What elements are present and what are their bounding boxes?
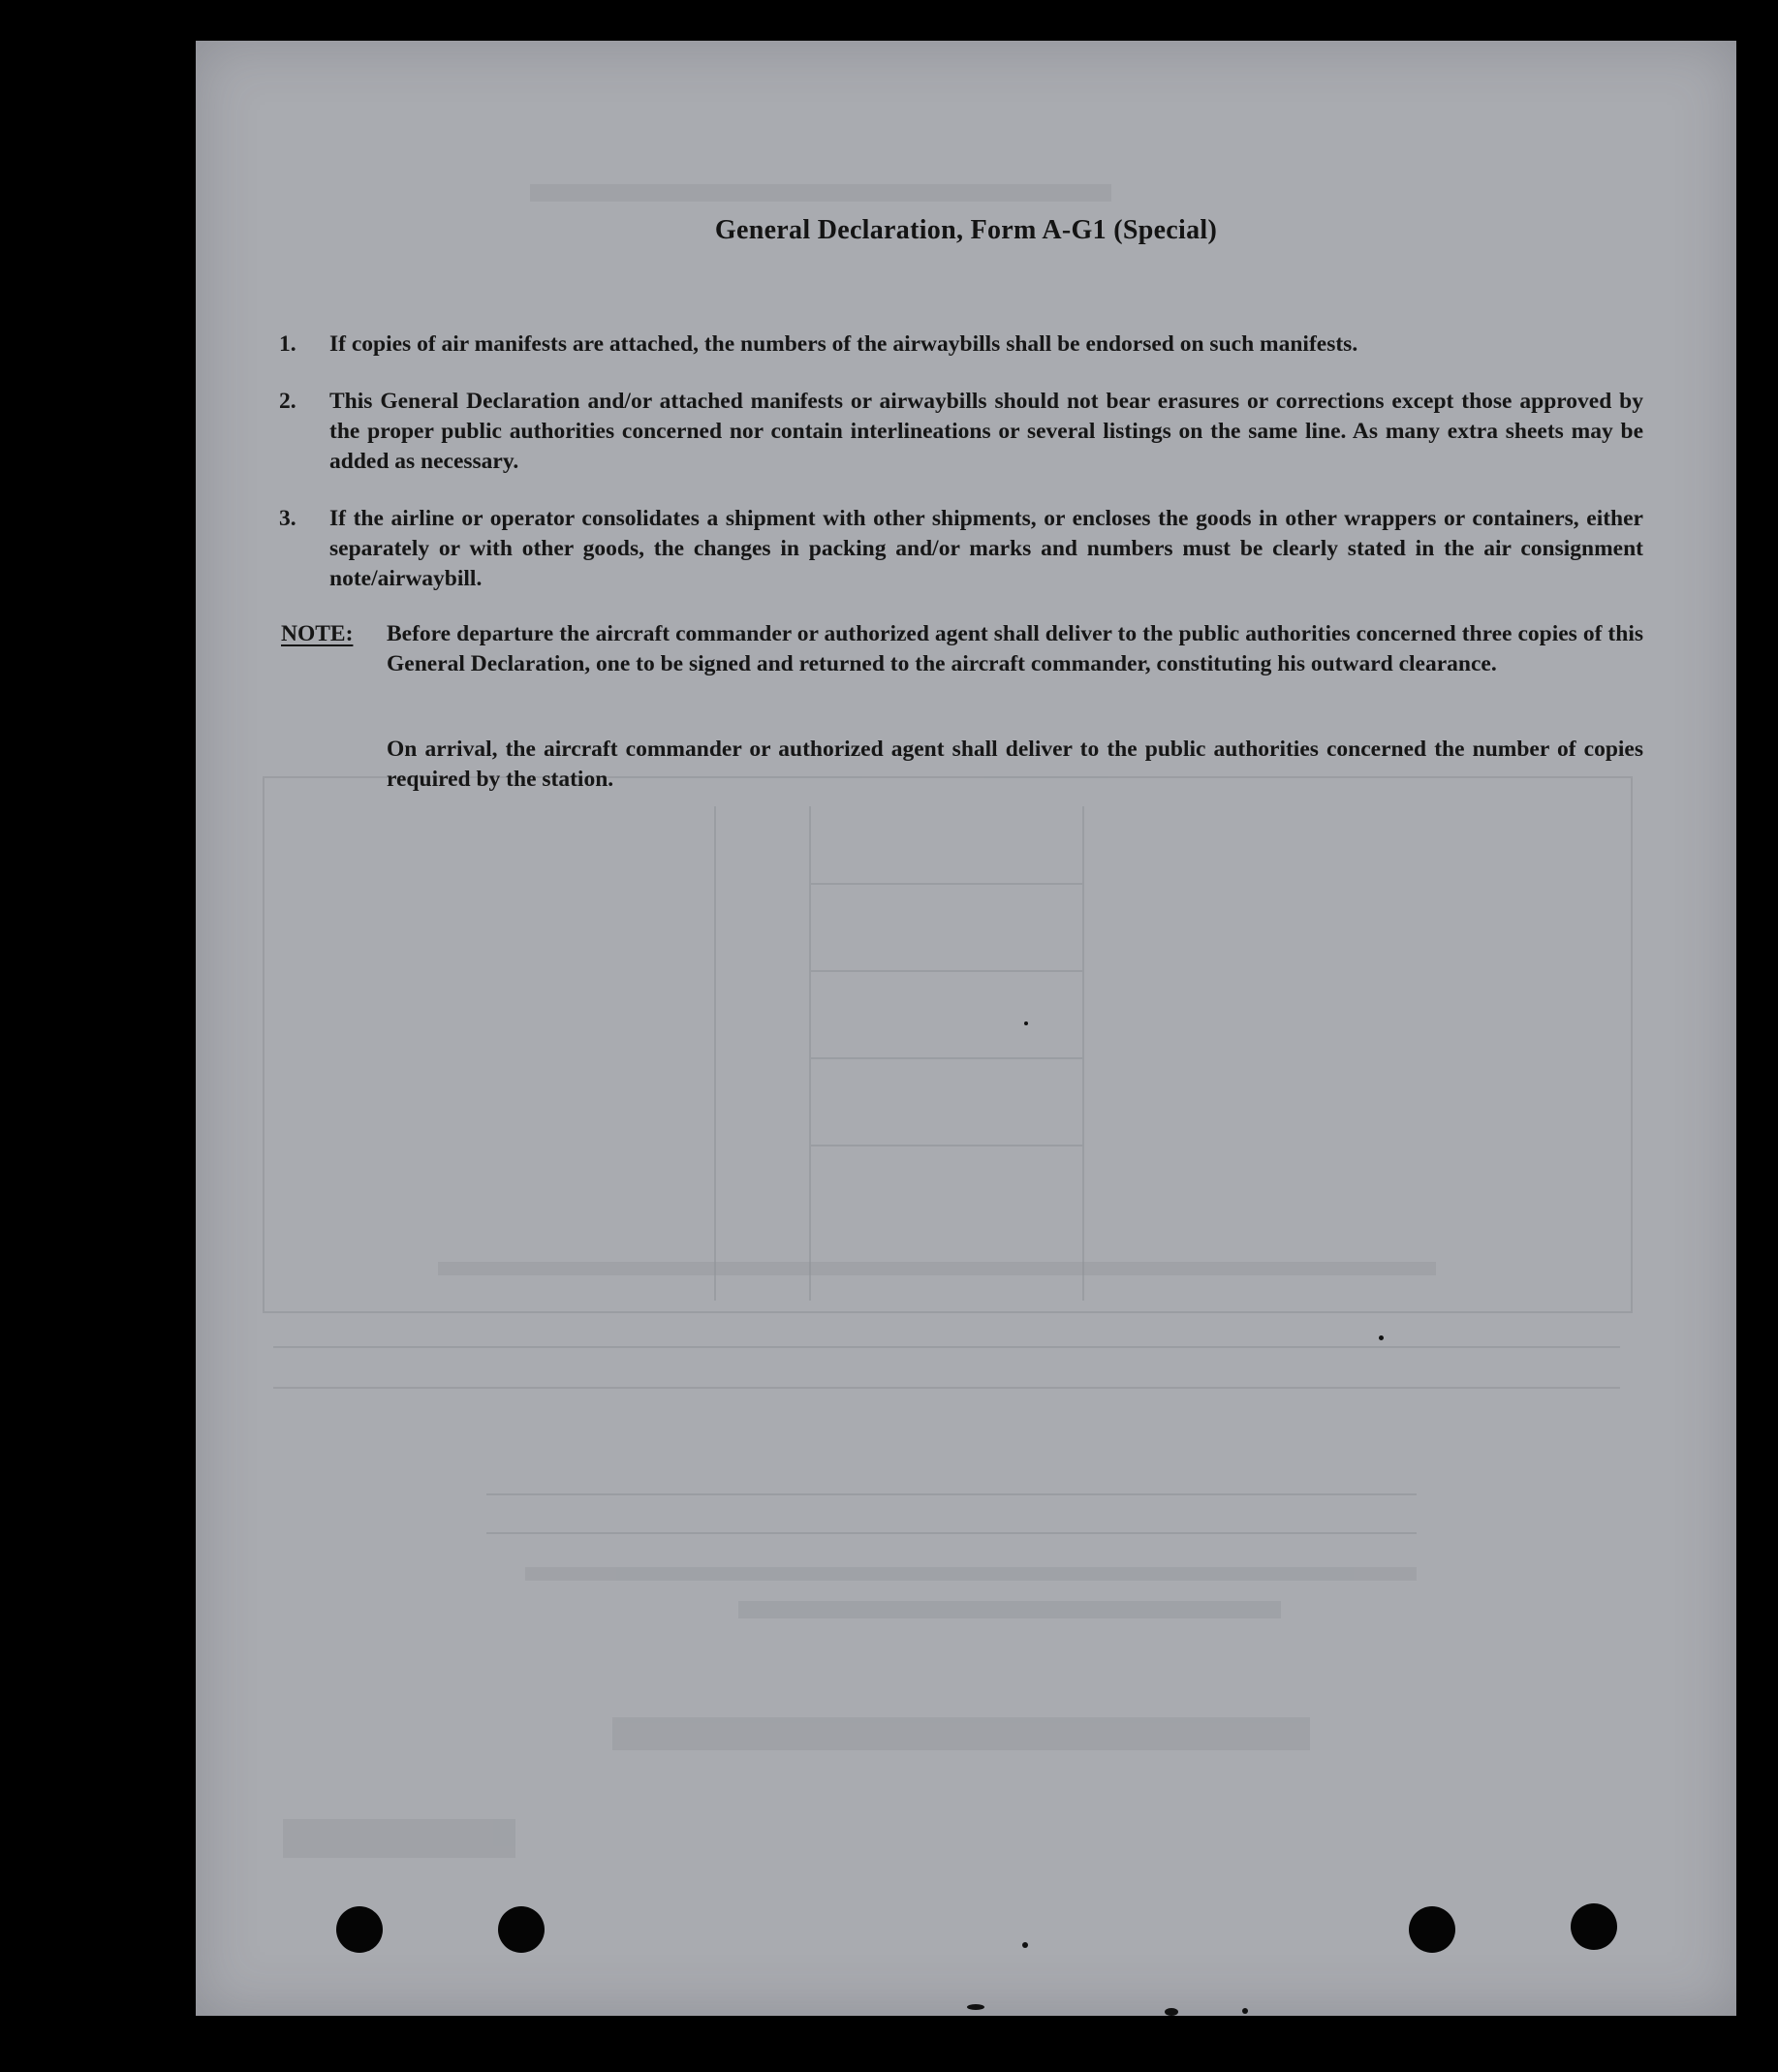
item-number: 1. [279,331,296,357]
note-label: NOTE: [281,621,354,646]
punch-hole [336,1906,383,1953]
item-text: If the airline or operator consolidates a shipment with other shipments, or encloses the goods in other wrappers or containers, either separately or with other goods, the changes in packing and/or marks and numbers must be clearly stated in the air consignment note/airwaybill. [329,506,1643,591]
punch-hole [1571,1903,1617,1950]
document-page [196,41,1736,2016]
list-item [196,504,1736,601]
list-item [196,387,1736,484]
ink-speck [1379,1335,1384,1340]
list-item [196,330,1736,368]
ink-speck [967,2004,984,2010]
document-title: General Declaration, Form A-G1 (Special) [714,215,1218,245]
item-text: This General Declaration and/or attached manifests or airwaybills should not bear erasures or corrections except those approved by the proper public authorities concerned nor contain interlineations or several listings on the same line. As many extra sheets may be added as necessary. [329,389,1643,474]
punch-hole [498,1906,545,1953]
ink-speck [1022,1942,1028,1948]
item-number: 2. [279,389,296,414]
punch-hole [1409,1906,1455,1953]
ink-speck [1165,2008,1178,2016]
note-block [196,619,1736,813]
ink-speck [1024,1021,1028,1025]
item-text: If copies of air manifests are attached, the numbers of the airwaybills shall be endorsed on such manifests. [329,331,1358,357]
item-number: 3. [279,506,296,531]
ink-speck [1242,2008,1248,2014]
note-paragraph: On arrival, the aircraft commander or authorized agent shall deliver to the public authorities concerned the number of copies required by the station. [387,737,1643,792]
note-paragraph: Before departure the aircraft commander or authorized agent shall deliver to the public authorities concerned three copies of this General Declaration, one to be signed and returned to the aircraft commander, constituting his outward clearance. [387,621,1643,676]
